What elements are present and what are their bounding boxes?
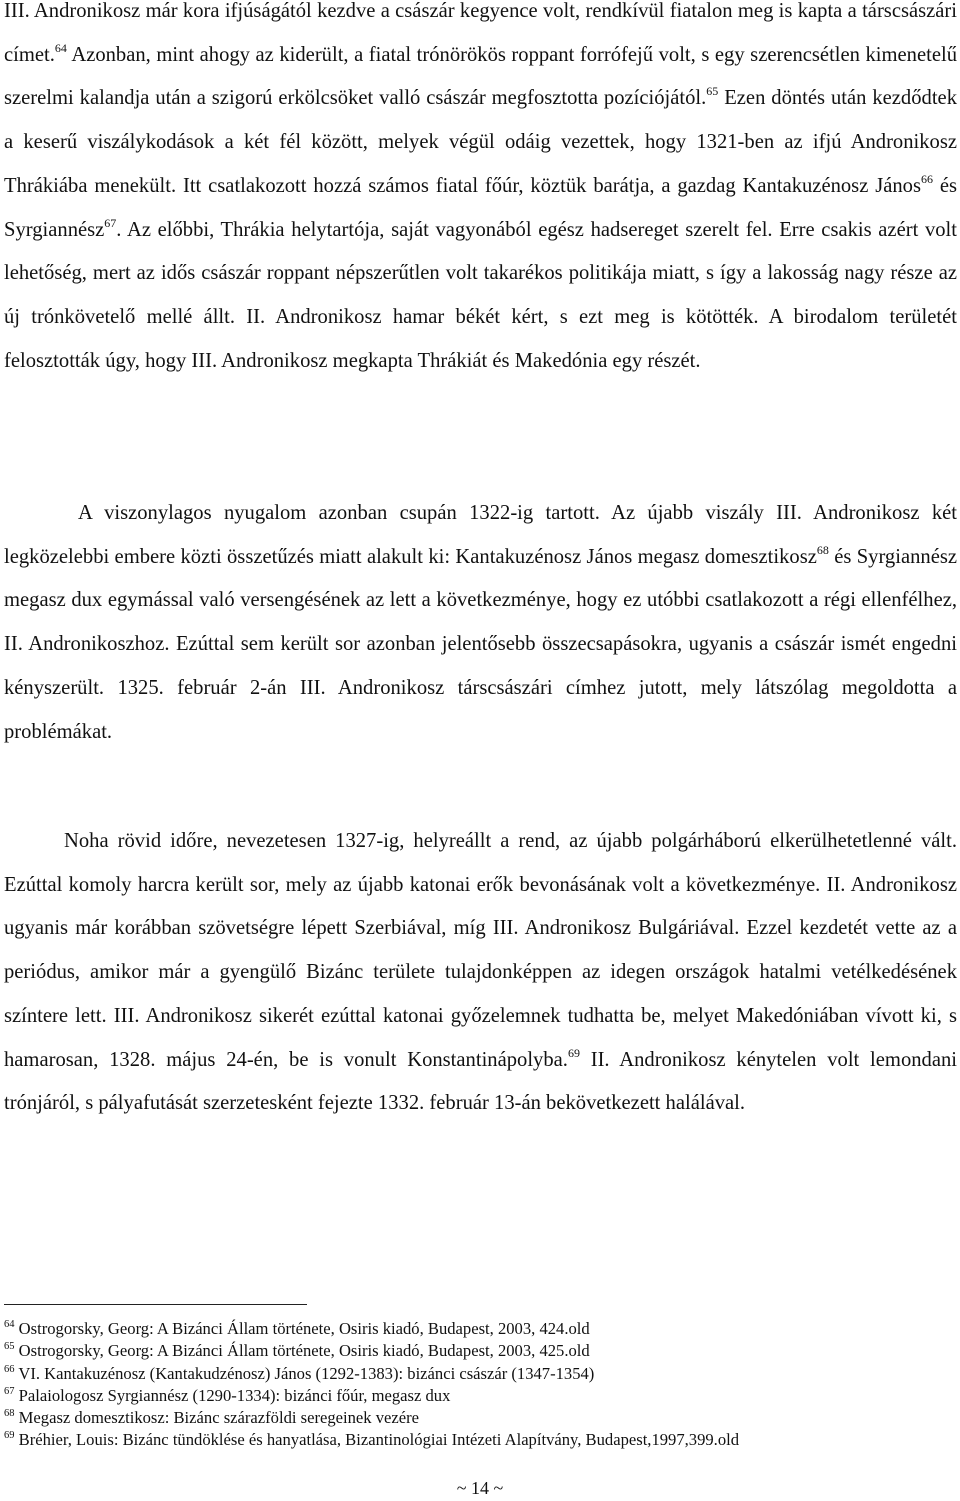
footnote-ref: 66 [920, 171, 933, 186]
footnotes [4, 1318, 957, 1452]
footnote-number: 65 [4, 1341, 15, 1353]
footnote-text: VI. Kantakuzénosz (Kantakudzénosz) János (1292-1383): bizánci császár (1347-1354) [18, 1363, 595, 1383]
text-run: Azonban, mint ahogy az kiderült, a fiatal trónörökös roppant forrófejű volt, s egy szerencsétlen kimenetelű szerelmi kalandja után a szigorú erkölcsöket valló császár megfosztotta pozíciójától. [4, 43, 957, 110]
paragraph-1 [4, 0, 957, 383]
footnote-number: 64 [4, 1319, 15, 1330]
footnote-text: Palaiologosz Syrgiannész (1290-1334): bizánci főúr, megasz dux [18, 1385, 451, 1405]
footnote-ref: 68 [816, 542, 829, 557]
footnote-ref: 65 [706, 84, 719, 99]
footnote-66 [4, 1363, 957, 1385]
text-run: Ezen döntés után kezdődtek a keserű viszálykodások a két fél között, melyek végül odáig vezettek, hogy 1321-ben az ifjú Andronikosz Thrákiába menekült. Itt csatlakozott hozzá számos fiatal főúr, köztük barátja, a gazdag Kantakuzénosz János [4, 87, 957, 197]
footnote-ref: 64 [54, 40, 67, 55]
footnote-number: 66 [4, 1363, 15, 1375]
page-number: ~ 14 ~ [456, 1478, 504, 1498]
footnote-65 [4, 1340, 957, 1362]
footnote-ref: 69 [567, 1045, 580, 1060]
footnote-text: Bréhier, Louis: Bizánc tündöklése és hanyatlása, Bizantinológiai Intézeti Alapítvány, Budapest,1997,399.old [18, 1430, 740, 1450]
footnote-separator [4, 1304, 307, 1305]
footnote-ref: 67 [104, 215, 117, 230]
footnote-text: Megasz domesztikosz: Bizánc szárazföldi seregeinek vezére [18, 1408, 420, 1428]
footnote-text: Ostrogorsky, Georg: A Bizánci Állam története, Osiris kiadó, Budapest, 2003, 425.old [18, 1341, 590, 1361]
footnote-number: 69 [4, 1430, 15, 1442]
paragraph-2 [4, 492, 957, 754]
footnote-68 [4, 1407, 957, 1429]
text-run: A viszonylagos nyugalom azonban csupán 1322-ig tartott. Az újabb viszály III. Andronikosz két legközelebbi embere közti összetűzés miatt alakult ki: Kantakuzénosz János megasz domesztikosz [4, 502, 957, 568]
text-run: Noha rövid időre, nevezetesen 1327-ig, helyreállt a rend, az újabb polgárháború elkerülhetetlenné vált. Ezúttal komoly harcra került sor, mely az újabb katonai erők bevonásának volt a következménye. II. Andronikosz ugyanis már korábban szövetségre lépett Szerbiával, míg III. Andronikosz Bulgáriával. Ezzel kezdetét vette az a periódus, amikor már a gyengülő Bizánc területe tulajdonképpen az idegen országok hatalmi vetélkedésének színtere lett. III. Andronikosz sikerét ezúttal katonai győzelemnek tudhatta be, melyet Makedóniában vívott ki, s hamarosan, 1328. május 24-én, be is vonult Konstantinápolyba. [4, 830, 957, 1071]
text-run: . Az előbbi, Thrákia helytartója, saját vagyonából egész hadsereget szerelt fel. Erre csakis azért volt lehetőség, mert az idős császár roppant népszerűtlen volt takarékos politikája miatt, s így a lakosság nagy része az új trónkövetelő mellé állt. II. Andronikosz hamar békét kért, s ezt meg is kötötték. A birodalom területét felosztották úgy, hogy III. Andronikosz megkapta Thrákiát és Makedónia egy részét. [4, 218, 957, 372]
text-run: és Syrgiannész [4, 174, 957, 241]
footnote-67 [4, 1385, 957, 1407]
text-run: II. Andronikosz kénytelen volt lemondani trónjáról, s pályafutását szerzetesként fejezte 1332. február 13-án bekövetkezett halálával. [4, 1048, 957, 1115]
footnote-number: 67 [4, 1385, 15, 1397]
text-run: III. Andronikosz már kora ifjúságától kezdve a császár kegyence volt, rendkívül fiatalon meg is kapta a társcsászári címet. [4, 0, 957, 66]
footnote-64 [4, 1318, 957, 1340]
paragraph-3 [4, 820, 957, 1126]
footnote-69 [4, 1429, 957, 1451]
footnote-number: 68 [4, 1408, 15, 1420]
footnote-text: Ostrogorsky, Georg: A Bizánci Állam története, Osiris kiadó, Budapest, 2003, 424.old [18, 1319, 590, 1338]
text-run: és Syrgiannész megasz dux egymással való versengésének az lett a következménye, hogy ez utóbbi csatlakozott a régi ellenfélhez, II. Andronikoszhoz. Ezúttal sem került sor azonban jelentősebb összecsapásokra, ugyanis a császár ismét engedni kényszerült. 1325. február 2-án III. Andronikosz társcsászári címhez jutott, mely látszólag megoldotta a problémákat. [4, 545, 957, 743]
